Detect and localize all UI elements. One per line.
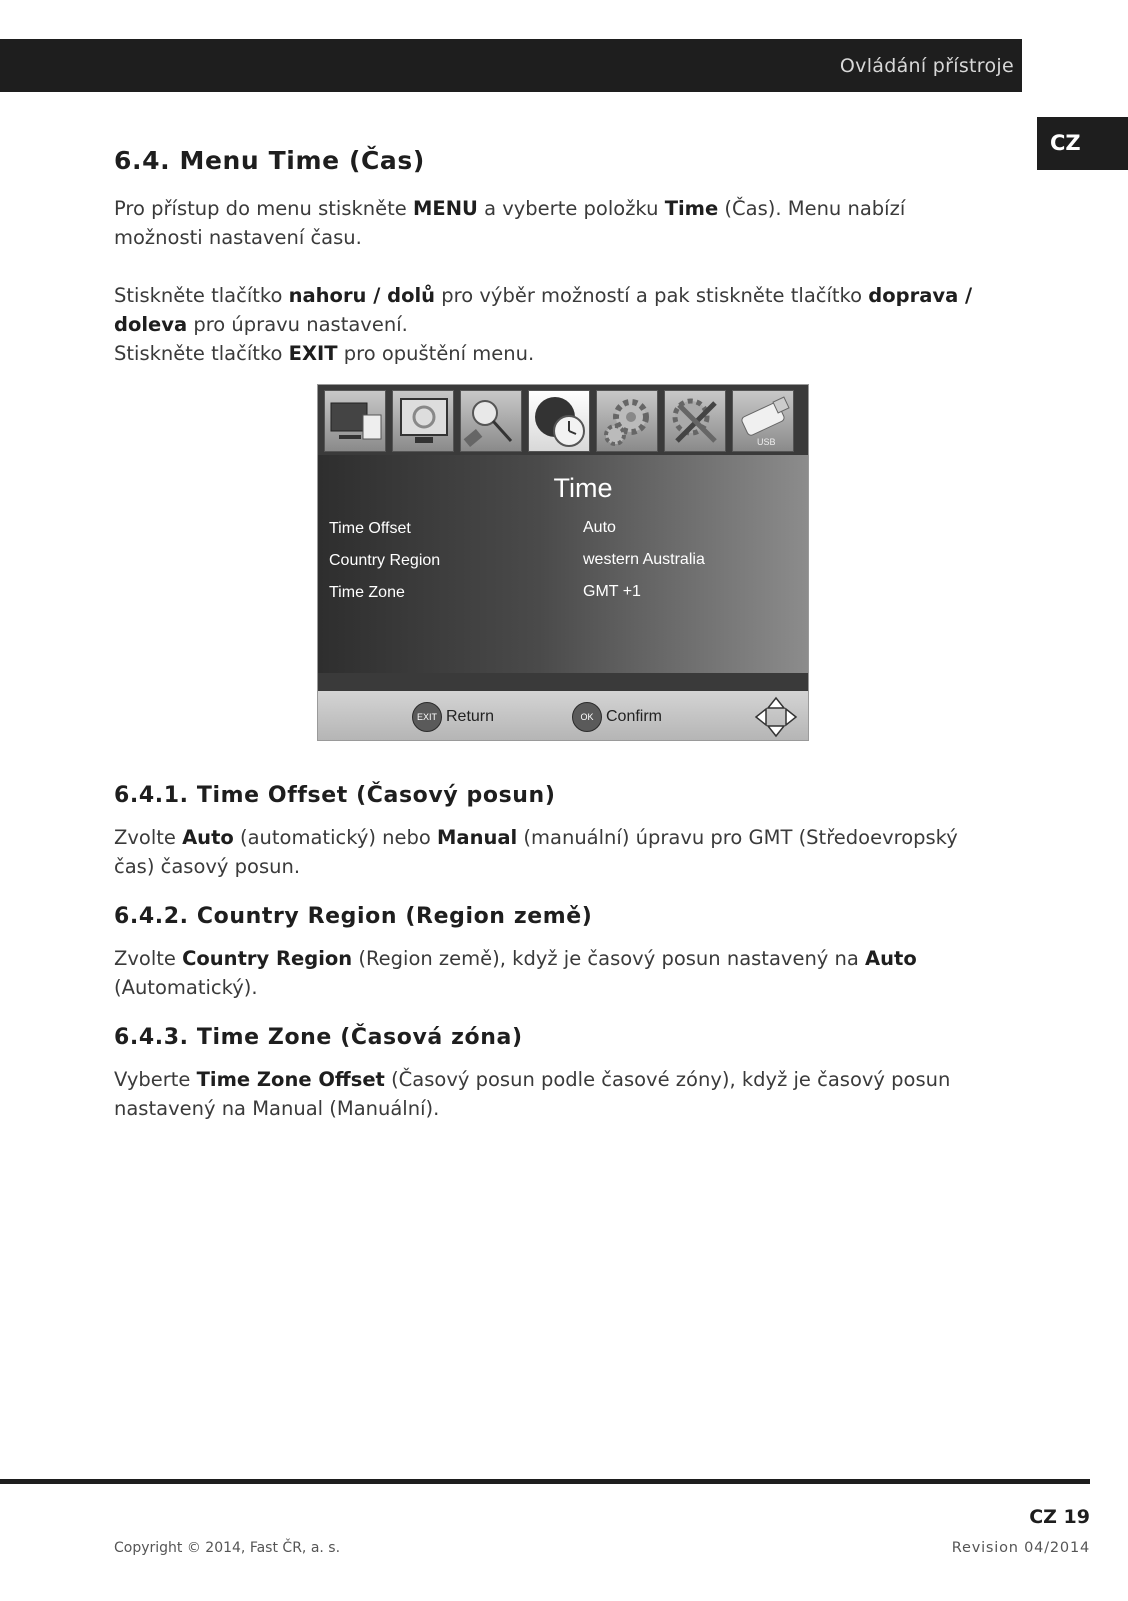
text: Pro přístup do menu stiskněte xyxy=(114,197,413,220)
tv-row-value: GMT +1 xyxy=(583,583,641,600)
text: (Čas). Menu nabízí možnosti nastavení času. xyxy=(114,197,906,249)
subsection-paragraph xyxy=(114,1065,994,1123)
footer-divider xyxy=(0,1479,1090,1484)
text: pro úpravu nastavení. xyxy=(187,313,408,336)
text: Stiskněte tlačítko xyxy=(114,342,289,365)
dpad-arrows-icon xyxy=(754,696,798,738)
subsection-heading: 6.4.2. Country Region (Region země) xyxy=(114,904,593,929)
language-tab: CZ xyxy=(1037,117,1128,170)
usb-label: USB xyxy=(757,437,776,447)
tv-menu-title: Time xyxy=(553,473,613,503)
bold-term: Time xyxy=(664,197,719,220)
globe-clock-icon xyxy=(528,390,590,452)
intro-paragraph xyxy=(114,194,994,252)
text: a vyberte položku xyxy=(477,197,665,220)
bold-term: MENU xyxy=(412,197,478,220)
tv-row-label: Country Region xyxy=(329,552,441,569)
tv-return-hint xyxy=(412,702,494,732)
usb-icon xyxy=(732,390,794,452)
header-title: Ovládání přístroje xyxy=(839,55,1014,77)
text: (Časový posun podle časové zóny), když je časový posun nastavený na Manual (Manuální). xyxy=(114,1068,951,1120)
section-heading: 6.4. Menu Time (Čas) xyxy=(114,146,425,175)
header-bar xyxy=(0,39,1022,92)
confirm-label: Confirm xyxy=(606,708,663,725)
tv-settings-icon xyxy=(392,390,454,452)
tv-icon-bar xyxy=(318,385,808,455)
bold-term: Manual xyxy=(437,826,518,849)
subsection-heading: 6.4.3. Time Zone (Časová zóna) xyxy=(114,1025,523,1050)
bold-term: EXIT xyxy=(288,342,338,365)
tv-row-value: western Australia xyxy=(583,551,705,568)
text: (manuální) úpravu pro GMT (Středoevropský čas) časový posun. xyxy=(114,826,958,878)
tv-confirm-hint xyxy=(572,702,662,732)
text: Vyberte xyxy=(114,1068,197,1091)
ok-badge: OK xyxy=(572,702,602,732)
return-label: Return xyxy=(446,708,495,725)
text: (automatický) nebo xyxy=(233,826,438,849)
exit-paragraph xyxy=(114,339,994,368)
navigation-paragraph xyxy=(114,281,994,339)
bold-term: Time Zone Offset xyxy=(196,1068,385,1091)
tools-icon xyxy=(664,390,726,452)
bold-term: nahoru / dolů xyxy=(288,284,436,307)
bold-term: Auto xyxy=(182,826,234,849)
tv-footer-bar xyxy=(318,691,808,741)
tv-row-value: Auto xyxy=(583,519,616,536)
text: pro výběr možností a pak stiskněte tlačítko xyxy=(435,284,869,307)
tv-time-panel xyxy=(318,455,808,673)
text: Zvolte xyxy=(114,826,183,849)
tv-picture-icon xyxy=(324,390,386,452)
text: (Region země), když je časový posun nastavený na xyxy=(352,947,866,970)
satellite-icon xyxy=(460,390,522,452)
revision-text: Revision 04/2014 xyxy=(951,1540,1090,1556)
tv-row-label: Time Offset xyxy=(329,520,411,537)
text: pro opuštění menu. xyxy=(337,342,535,365)
bold-term: doprava / doleva xyxy=(114,284,973,336)
text: Stiskněte tlačítko xyxy=(114,284,289,307)
bold-term: Country Region xyxy=(182,947,353,970)
page-number: CZ 19 xyxy=(1029,1506,1090,1528)
subsection-heading: 6.4.1. Time Offset (Časový posun) xyxy=(114,783,556,808)
text: Zvolte xyxy=(114,947,183,970)
tv-menu-screenshot xyxy=(317,384,809,741)
copyright-text: Copyright © 2014, Fast ČR, a. s. xyxy=(114,1540,341,1556)
subsection-paragraph xyxy=(114,823,994,881)
exit-badge: EXIT xyxy=(412,702,442,732)
text: (Automatický). xyxy=(114,976,258,999)
subsection-paragraph xyxy=(114,944,994,1002)
bold-term: Auto xyxy=(865,947,917,970)
gears-icon xyxy=(596,390,658,452)
tv-row-label: Time Zone xyxy=(329,584,405,601)
